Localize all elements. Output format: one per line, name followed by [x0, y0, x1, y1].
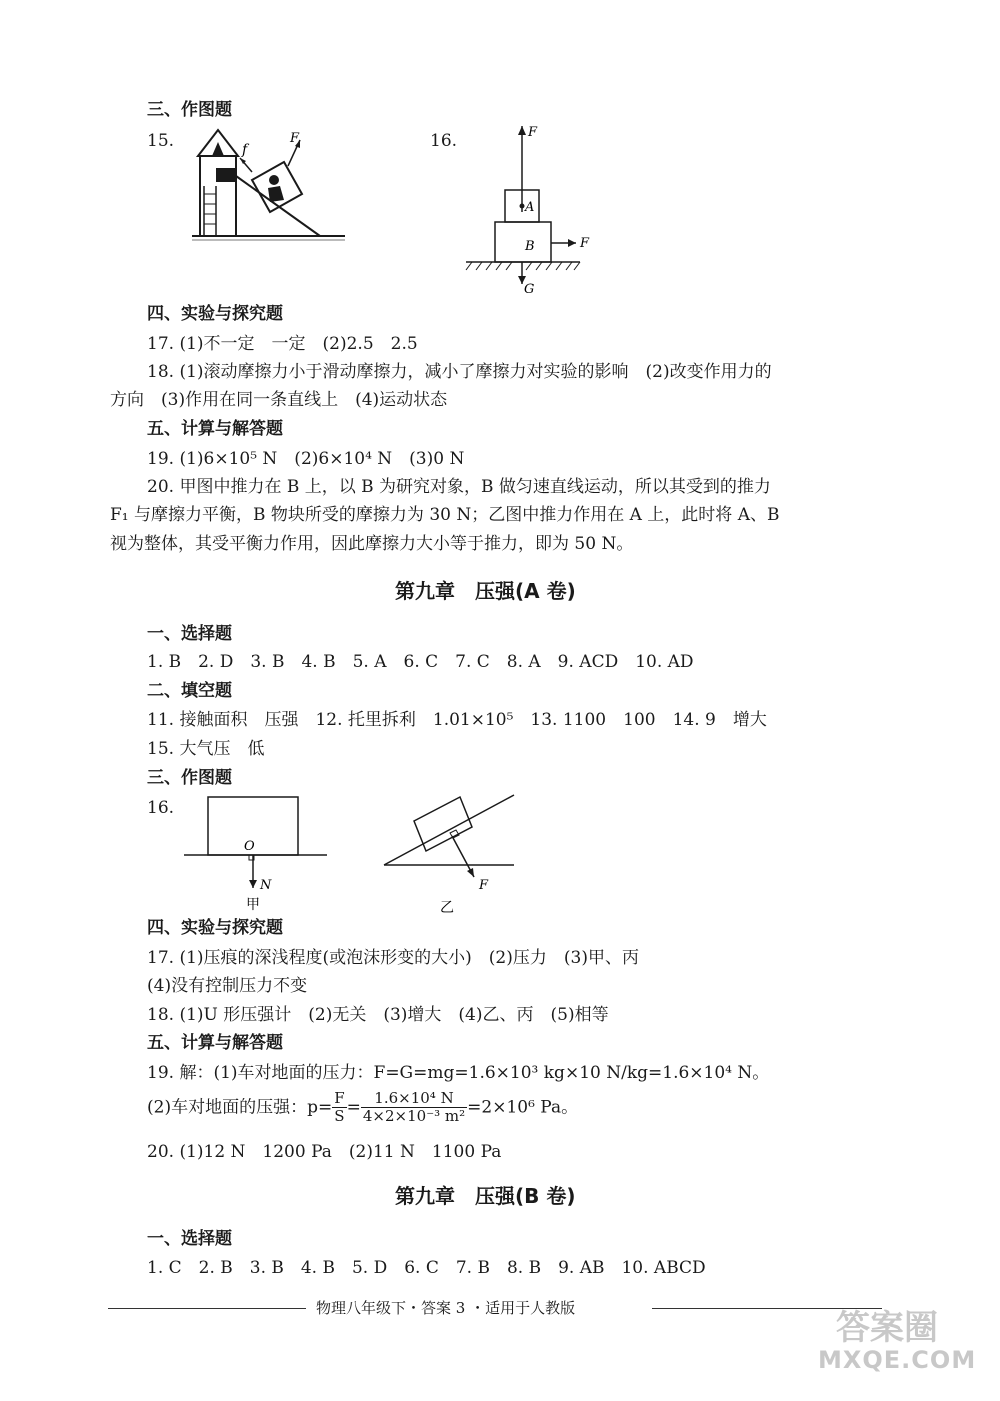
answer-18-a: 18. (1)U 形压强计 (2)无关 (3)增大 (4)乙、丙 (5)相等	[147, 1005, 609, 1025]
answer-19: 19. (1)6×10⁵ N (2)6×10⁴ N (3)0 N	[147, 449, 465, 469]
heading-calc: 五、计算与解答题	[147, 419, 283, 439]
label-f: f	[242, 142, 248, 158]
label-A: A	[525, 200, 535, 215]
fraction-values	[361, 1090, 467, 1125]
fraction-F-over-S	[332, 1090, 346, 1125]
question-number-16: 16.	[430, 131, 458, 151]
answer-20-a: 20. (1)12 N 1200 Pa (2)11 N 1100 Pa	[147, 1142, 502, 1162]
caption-jia: 甲	[246, 897, 260, 913]
figure-yi	[380, 793, 520, 918]
chapter-title-b: 第九章 压强(B 卷)	[395, 1184, 576, 1208]
footer-text: 物理八年级下・答案 3 ・适用于人教版	[316, 1299, 576, 1317]
answer-19-a-line2	[147, 1090, 578, 1130]
label-F-yi: F	[479, 878, 489, 893]
answer-19-a-line1: 19. 解：(1)车对地面的压力：F=G=mg=1.6×10³ kg×10 N/kg=1.6×10⁴ N。	[147, 1063, 770, 1083]
question-number-16-a: 16.	[147, 798, 175, 818]
answer-18-line1: 18. (1)滚动摩擦力小于滑动摩擦力，减小了摩擦力对实验的影响 (2)改变作用力的	[147, 362, 772, 382]
figure-16-blocks	[462, 122, 592, 297]
label-F: F	[290, 131, 300, 146]
label-G: G	[524, 282, 535, 297]
heading-experiment-a: 四、实验与探究题	[147, 918, 283, 938]
fraction-denominator: S	[334, 1107, 345, 1125]
label-N: N	[260, 878, 272, 893]
watermark-logo: 答案圈	[836, 1308, 938, 1348]
label-F-right: F	[580, 236, 590, 251]
heading-choice-a: 一、选择题	[147, 624, 232, 644]
heading-fill-a: 二、填空题	[147, 681, 232, 701]
answer-17-a-line1: 17. (1)压痕的深浅程度(或泡沫形变的大小) (2)压力 (3)甲、丙	[147, 948, 639, 968]
answer-20-line1: 20. 甲图中推力在 B 上，以 B 为研究对象，B 做匀速直线运动，所以其受到的推力	[147, 477, 771, 497]
heading-drawing: 三、作图题	[147, 100, 232, 120]
answer-20-line3: 视为整体，其受平衡力作用，因此摩擦力大小等于推力，即为 50 N。	[110, 534, 634, 554]
chapter-title-a: 第九章 压强(A 卷)	[395, 579, 576, 603]
heading-drawing-a: 三、作图题	[147, 768, 232, 788]
watermark-url: MXQE.COM	[818, 1346, 977, 1374]
heading-choice-b: 一、选择题	[147, 1229, 232, 1249]
fraction-numerator: F	[334, 1089, 345, 1107]
heading-calc-a: 五、计算与解答题	[147, 1033, 283, 1053]
fill-answers-line2: 15. 大气压 低	[147, 739, 265, 759]
answer-17: 17. (1)不一定 一定 (2)2.5 2.5	[147, 334, 418, 354]
formula-result: =2×10⁶ Pa。	[467, 1097, 579, 1118]
caption-yi: 乙	[440, 900, 454, 916]
answer-20-line2: F₁ 与摩擦力平衡，B 物块所受的摩擦力为 30 N；乙图中推力作用在 A 上，此时将 A、B	[110, 505, 780, 525]
fill-answers-line1: 11. 接触面积 压强 12. 托里拆利 1.01×10⁵ 13. 1100 100 14. 9 增大	[147, 710, 767, 730]
formula-prefix: (2)车对地面的压强：p=	[147, 1097, 333, 1118]
label-B: B	[525, 239, 535, 254]
heading-experiment: 四、实验与探究题	[147, 304, 283, 324]
answer-18-line2: 方向 (3)作用在同一条直线上 (4)运动状态	[110, 390, 448, 410]
choice-answers-a: 1. B 2. D 3. B 4. B 5. A 6. C 7. C 8. A 9. ACD 10. AD	[147, 652, 694, 672]
formula-equals: =	[346, 1097, 361, 1118]
choice-answers-b: 1. C 2. B 3. B 4. B 5. D 6. C 7. B 8. B 9. AB 10. ABCD	[147, 1258, 706, 1278]
figure-jia	[182, 793, 332, 913]
fraction-numerator-values: 1.6×10⁴ N	[361, 1090, 467, 1108]
fraction-denominator-values: 4×2×10⁻³ m²	[362, 1107, 466, 1125]
answer-17-a-line2: (4)没有控制压力不变	[147, 976, 308, 996]
question-number-15: 15.	[147, 131, 175, 151]
footer-rule-left	[108, 1308, 306, 1309]
figure-15-slope	[190, 128, 350, 253]
label-O: O	[244, 839, 255, 854]
label-F-up: F	[528, 125, 538, 140]
